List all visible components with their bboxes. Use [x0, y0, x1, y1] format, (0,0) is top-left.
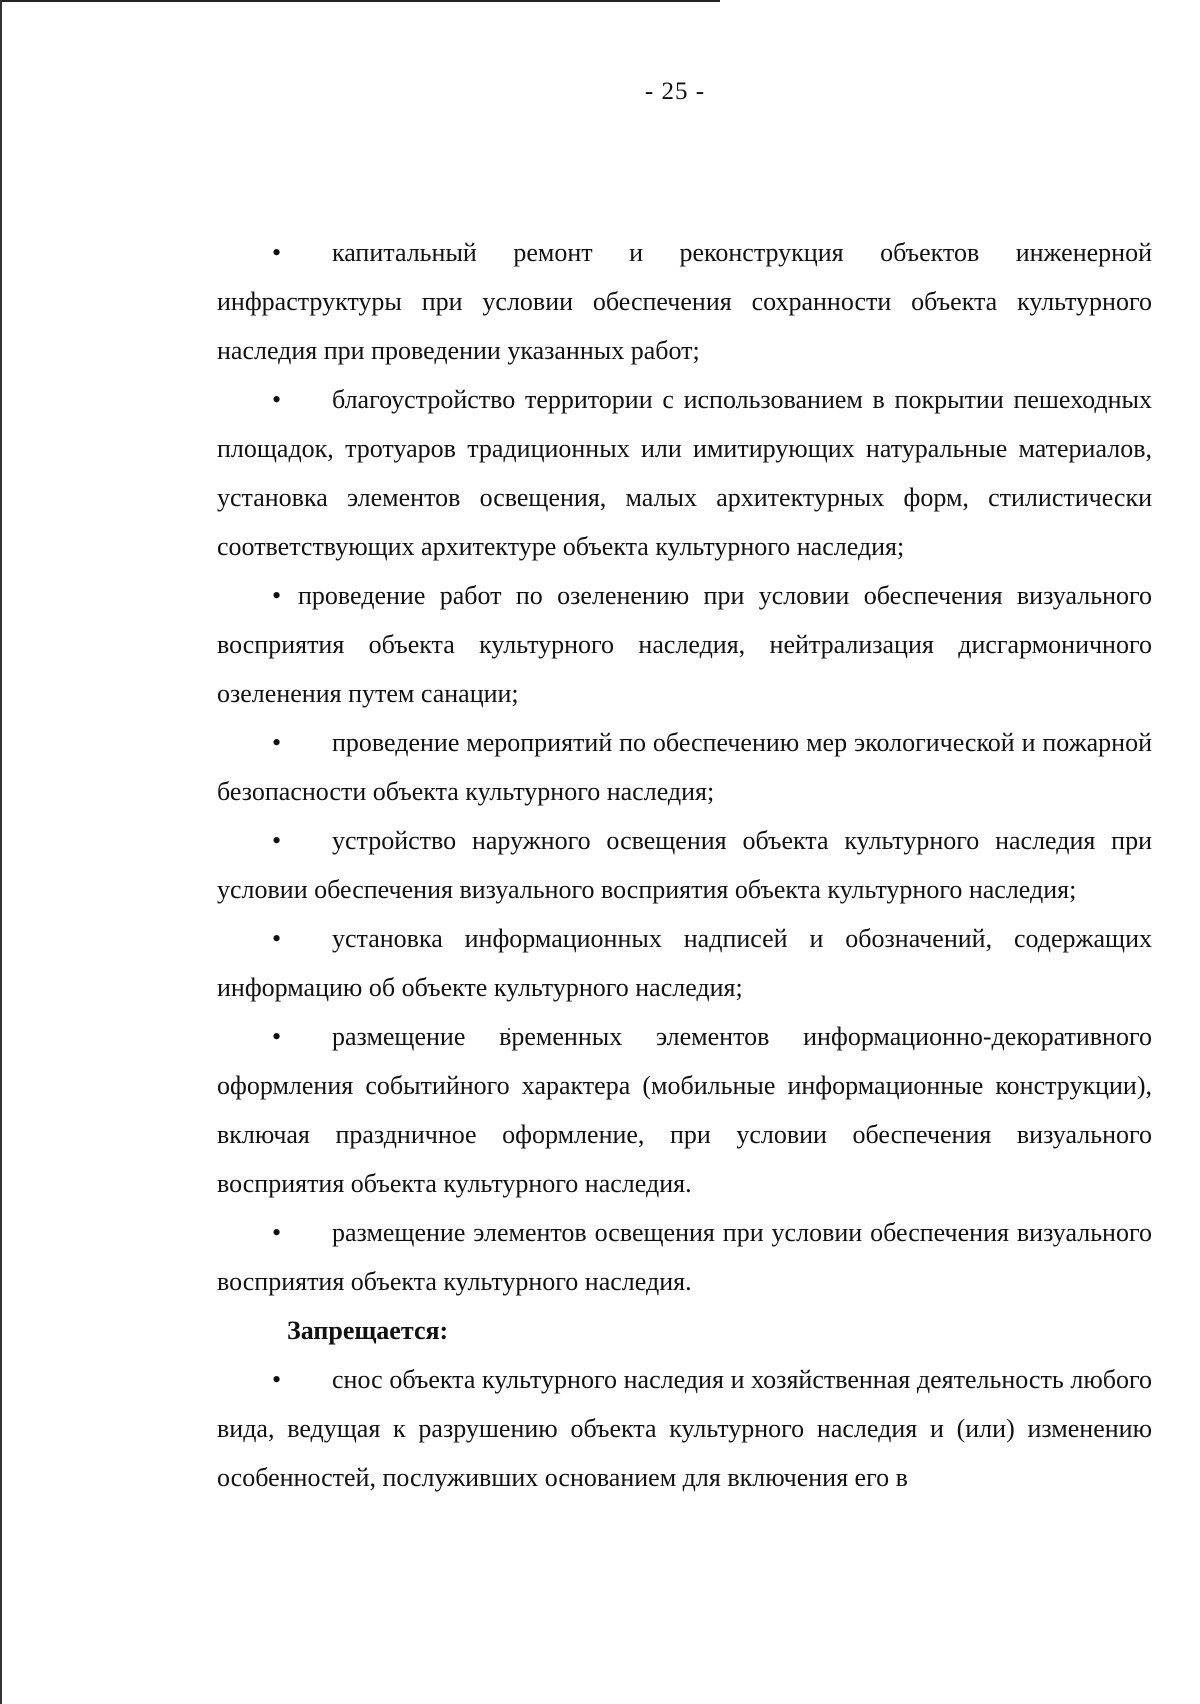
list-item-text: размещение элементов освещения при условии обеспечения визуального восприятия объекта культурного наследия.: [217, 1218, 1152, 1296]
list-item: • установка информационных надписей и обозначений, содержащих информацию об объекте культурного наследия;: [217, 924, 1152, 1002]
list-item: • размещение временных элементов информационно-декоративного оформления событийного характера (мобильные информационные конструкции), включая праздничное оформление, при условии обеспечения визуального восприятия объекта культурного наследия.: [217, 1022, 1152, 1198]
list-item-text: снос объекта культурного наследия и хозяйственная деятельность любого вида, ведущая к разрушению объекта культурного наследия и (или) изменению особенностей, послуживших основанием для включения его в: [217, 1365, 1152, 1492]
list-item: • благоустройство территории с использованием в покрытии пешеходных площадок, тротуаров традиционных или имитирующих натуральные материалов, установка элементов освещения, малых архитектурных форм, стилистически соответствующих архитектуре объекта культурного наследия;: [217, 385, 1152, 561]
list-item-text: благоустройство территории с использованием в покрытии пешеходных площадок, тротуаров традиционных или имитирующих натуральные материалов, установка элементов освещения, малых архитектурных форм, стилистически соответствующих архитектуре объекта культурного наследия;: [217, 385, 1152, 561]
list-item: • устройство наружного освещения объекта культурного наследия при условии обеспечения визуального восприятия объекта культурного наследия;: [217, 826, 1152, 904]
list-item-text: размещение временных элементов информационно-декоративного оформления событийного характера (мобильные информационные конструкции), включая праздничное оформление, при условии обеспечения визуального восприятия объекта культурного наследия.: [217, 1022, 1152, 1198]
list-item-text: устройство наружного освещения объекта культурного наследия при условии обеспечения визуального восприятия объекта культурного наследия;: [217, 826, 1152, 904]
list-item: • размещение элементов освещения при условии обеспечения визуального восприятия объекта культурного наследия.: [217, 1218, 1152, 1296]
list-item: • проведение мероприятий по обеспечению мер экологической и пожарной безопасности объекта культурного наследия;: [217, 728, 1152, 806]
document-body: [217, 228, 1152, 1502]
prohibited-heading: Запрещается:: [287, 1316, 449, 1345]
list-item-text: капитальный ремонт и реконструкция объектов инженерной инфраструктуры при условии обеспечения сохранности объекта культурного наследия при проведении указанных работ;: [217, 238, 1152, 365]
list-item: • снос объекта культурного наследия и хозяйственная деятельность любого вида, ведущая к разрушению объекта культурного наследия и (или) изменению особенностей, послуживших основанием для включения его в: [217, 1365, 1152, 1492]
scan-edge-top: [0, 0, 720, 2]
list-item: • капитальный ремонт и реконструкция объектов инженерной инфраструктуры при условии обеспечения сохранности объекта культурного наследия при проведении указанных работ;: [217, 238, 1152, 365]
page-number: - 25 -: [644, 78, 706, 105]
list-item-text: проведение работ по озеленению при условии обеспечения визуального восприятия объекта культурного наследия, нейтрализация дисгармоничного озеленения путем санации;: [217, 581, 1152, 708]
list-item-text: установка информационных надписей и обозначений, содержащих информацию об объекте культурного наследия;: [217, 924, 1152, 1002]
scan-edge-left: [0, 0, 2, 1704]
list-item-text: проведение мероприятий по обеспечению мер экологической и пожарной безопасности объекта культурного наследия;: [217, 728, 1152, 806]
list-item: • проведение работ по озеленению при условии обеспечения визуального восприятия объекта культурного наследия, нейтрализация дисгармоничного озеленения путем санации;: [217, 581, 1152, 708]
